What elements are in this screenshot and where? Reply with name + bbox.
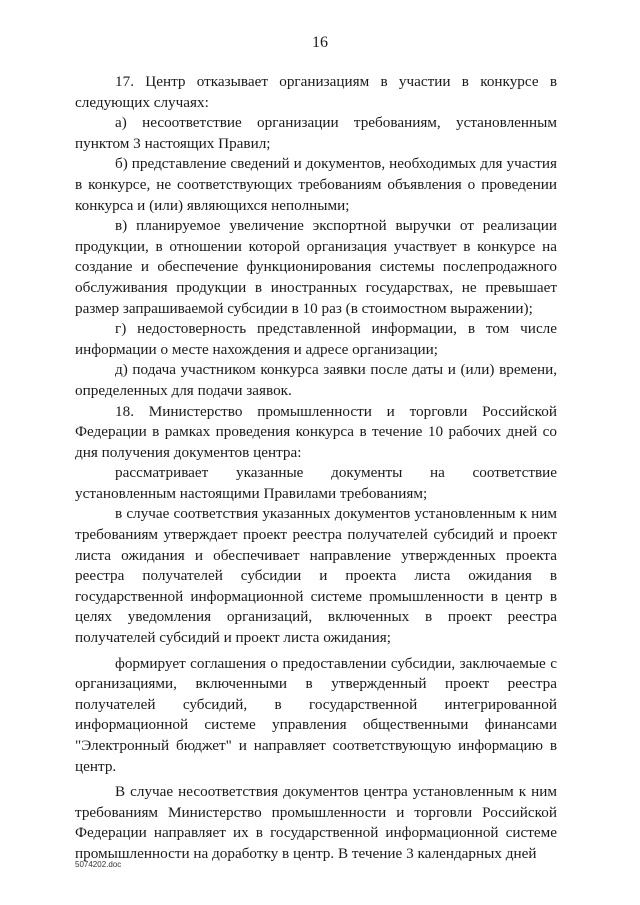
paragraph-18: 18. Министерство промышленности и торговли Российской Федерации в рамках проведения конкурса в течение 10 рабочих дней со дня получения документов центра: <box>75 402 557 461</box>
paragraph-17: 17. Центр отказывает организациям в участии в конкурсе в следующих случаях: <box>75 73 557 111</box>
paragraph-nonconformity: В случае несоответствия документов центра установленным к ним требованиям Министерство промышленности и торговли Российской Федерации направляет их в государственной информационной системе промышленности на доработку в центр. В течение 3 календарных дней <box>75 783 557 862</box>
paragraph-17g: г) недостоверность представленной информации, в том числе информации о месте нахождения и адресе организации; <box>75 320 557 358</box>
paragraph-17a: а) несоответствие организации требованиям, установленным пунктом 3 настоящих Правил; <box>75 114 557 152</box>
footer-filename: 5074202.doc <box>75 860 122 869</box>
document-body <box>75 72 557 865</box>
paragraph-17b: б) представление сведений и документов, необходимых для участия в конкурсе, не соответствующих требованиям объявления о проведении конкурса и (или) являющихся неполными; <box>75 155 557 214</box>
page-number: 16 <box>312 34 328 51</box>
paragraph-18-review: рассматривает указанные документы на соответствие установленным настоящими Правилами требованиям; <box>75 464 557 502</box>
paragraph-18-agreements: формирует соглашения о предоставлении субсидии, заключаемые с организациями, включенными в утвержденный проект реестра получателей субсидий, в государственной интегрированной информационной системе управления общественными финансами "Электронный бюджет" и направляет соответствующую информацию в центр. <box>75 654 557 775</box>
paragraph-18-approve: в случае соответствия указанных документов установленным к ним требованиям утверждает проект реестра получателей субсидий и проект листа ожидания и обеспечивает направление утвержденных проекта реестра получателей субсидии и проекта листа ожидания в государственной информационной системе промышленности в центр в целях уведомления организаций, включенных в проект реестра получателей субсидий и проект листа ожидания; <box>75 505 557 647</box>
paragraph-17v: в) планируемое увеличение экспортной выручки от реализации продукции, в отношении которой организация участвует в конкурсе на создание и обеспечение функционирования системы послепродажного обслуживания продукции в иностранных государствах, не превышает размер запрашиваемой субсидии в 10 раз (в стоимостном выражении); <box>75 217 557 317</box>
paragraph-17d: д) подача участником конкурса заявки после даты и (или) времени, определенных для подачи заявок. <box>75 361 557 399</box>
